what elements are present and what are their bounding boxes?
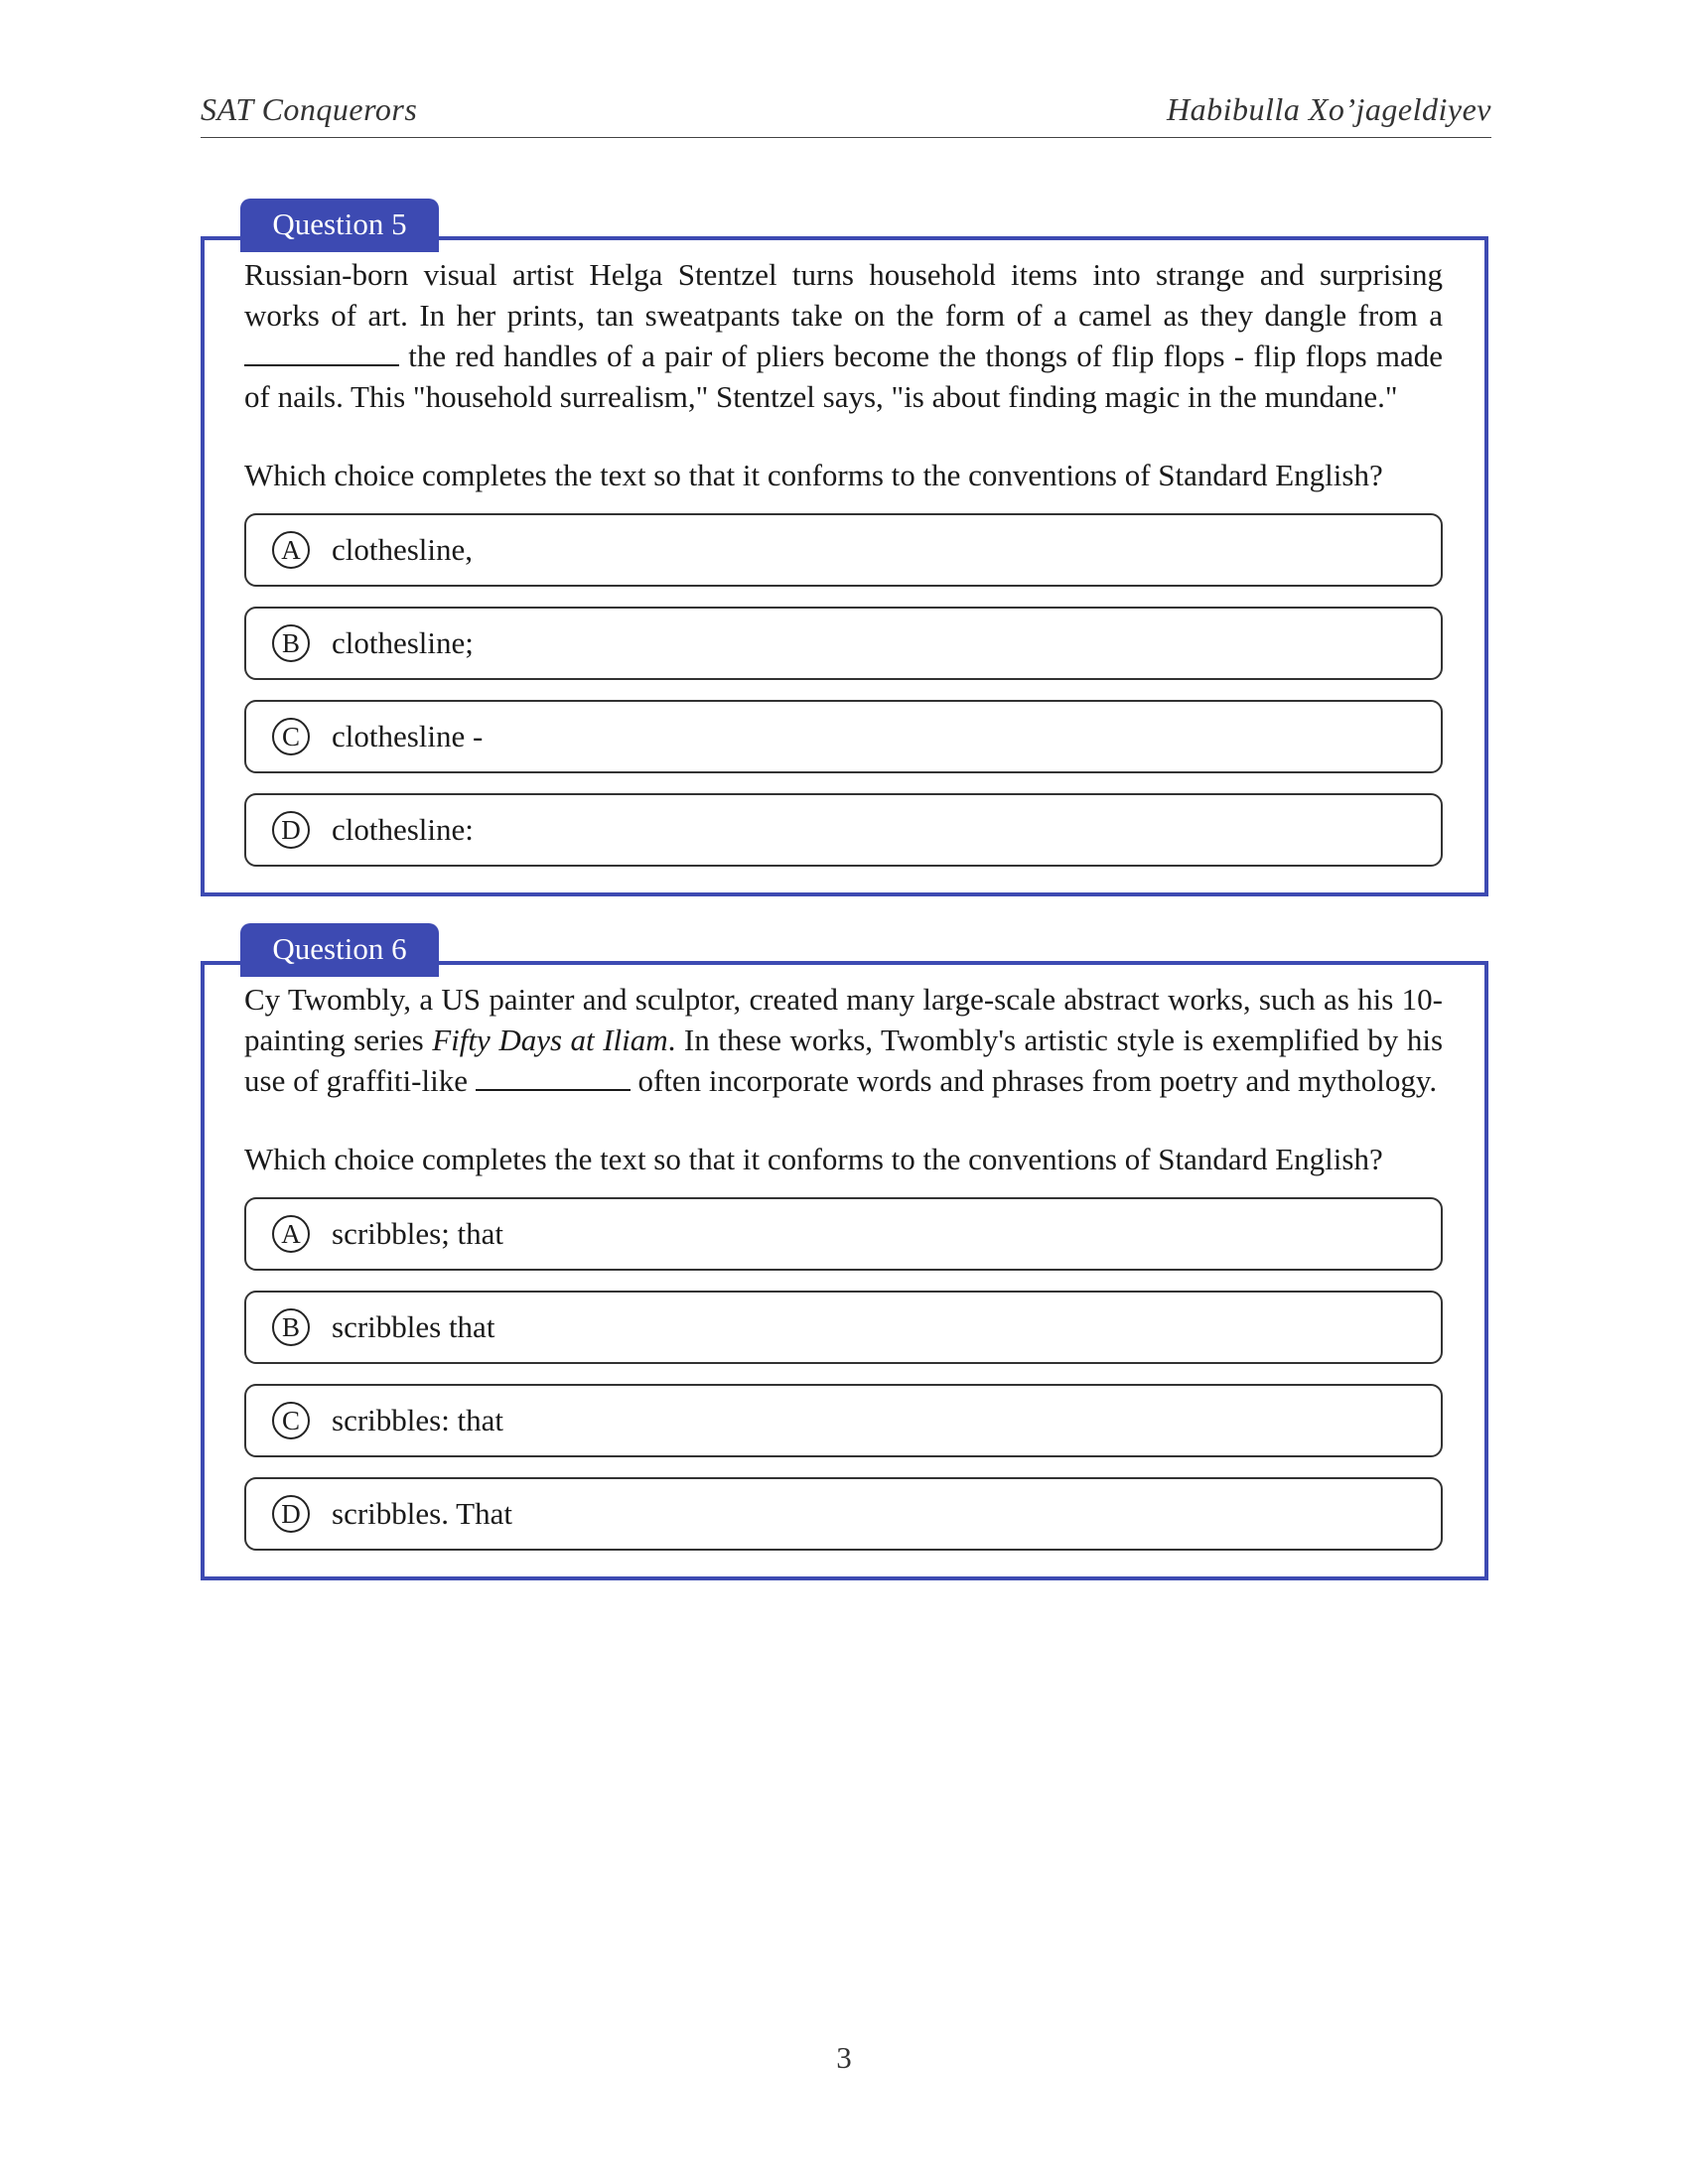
choice-letter-circle: A <box>272 531 310 569</box>
choice-text: clothesline: <box>332 812 474 847</box>
question-5-passage: Russian-born visual artist Helga Stentzel turns household items into strange and surprising works of art. In her prints, tan sweatpants take on the form of a camel as they dangle from a the red handles of a pair of pliers become the thongs of flip flops - flip flops made of nails. This "household surrealism," Stentzel says, "is about finding magic in the mundane." <box>244 257 1443 414</box>
page-number: 3 <box>836 2040 852 2075</box>
choice-letter-circle: C <box>272 1402 310 1439</box>
question-5-prompt: Which choice completes the text so that it conforms to the conventions of Standard English? <box>244 458 1383 492</box>
question-5-choices <box>244 513 1443 867</box>
artwork-title: Fifty Days at Iliam <box>432 1023 668 1057</box>
choice-text: scribbles; that <box>332 1216 504 1251</box>
choice-letter-circle: D <box>272 1495 310 1533</box>
choice-b[interactable] <box>244 607 1443 680</box>
question-6-label: Question 6 <box>240 923 439 977</box>
choice-a[interactable] <box>244 1197 1443 1271</box>
question-5-box <box>201 206 1488 896</box>
choice-letter-circle: B <box>272 1308 310 1346</box>
answer-blank <box>244 339 399 366</box>
header-author: Habibulla Xo’jageldiyev <box>1167 91 1491 127</box>
choice-text: scribbles. That <box>332 1496 512 1531</box>
choice-letter-circle: B <box>272 624 310 662</box>
question-6-choices <box>244 1197 1443 1551</box>
choice-text: clothesline - <box>332 719 484 753</box>
choice-b[interactable] <box>244 1291 1443 1364</box>
choice-c[interactable] <box>244 1384 1443 1457</box>
question-6-passage: Cy Twombly, a US painter and sculptor, created many large-scale abstract works, such as his 10-painting series Fifty Days at Iliam. In these works, Twombly's artistic style is exemplified by his use of graffiti-like often incorporate words and phrases from poetry and mythology. <box>244 982 1444 1098</box>
choice-text: scribbles: that <box>332 1403 504 1437</box>
question-5-label: Question 5 <box>240 199 439 252</box>
header-title: SAT Conquerors <box>201 91 418 127</box>
choice-a[interactable] <box>244 513 1443 587</box>
choice-text: scribbles that <box>332 1309 495 1344</box>
choice-text: clothesline; <box>332 625 474 660</box>
choice-d[interactable] <box>244 1477 1443 1551</box>
choice-c[interactable] <box>244 700 1443 773</box>
choice-letter-circle: D <box>272 811 310 849</box>
page-header <box>201 91 1491 138</box>
question-6-prompt: Which choice completes the text so that it conforms to the conventions of Standard English? <box>244 1142 1383 1176</box>
choice-d[interactable] <box>244 793 1443 867</box>
question-6-box <box>201 931 1488 1580</box>
answer-blank <box>476 1063 631 1091</box>
choice-letter-circle: C <box>272 718 310 755</box>
choice-text: clothesline, <box>332 532 474 567</box>
choice-letter-circle: A <box>272 1215 310 1253</box>
